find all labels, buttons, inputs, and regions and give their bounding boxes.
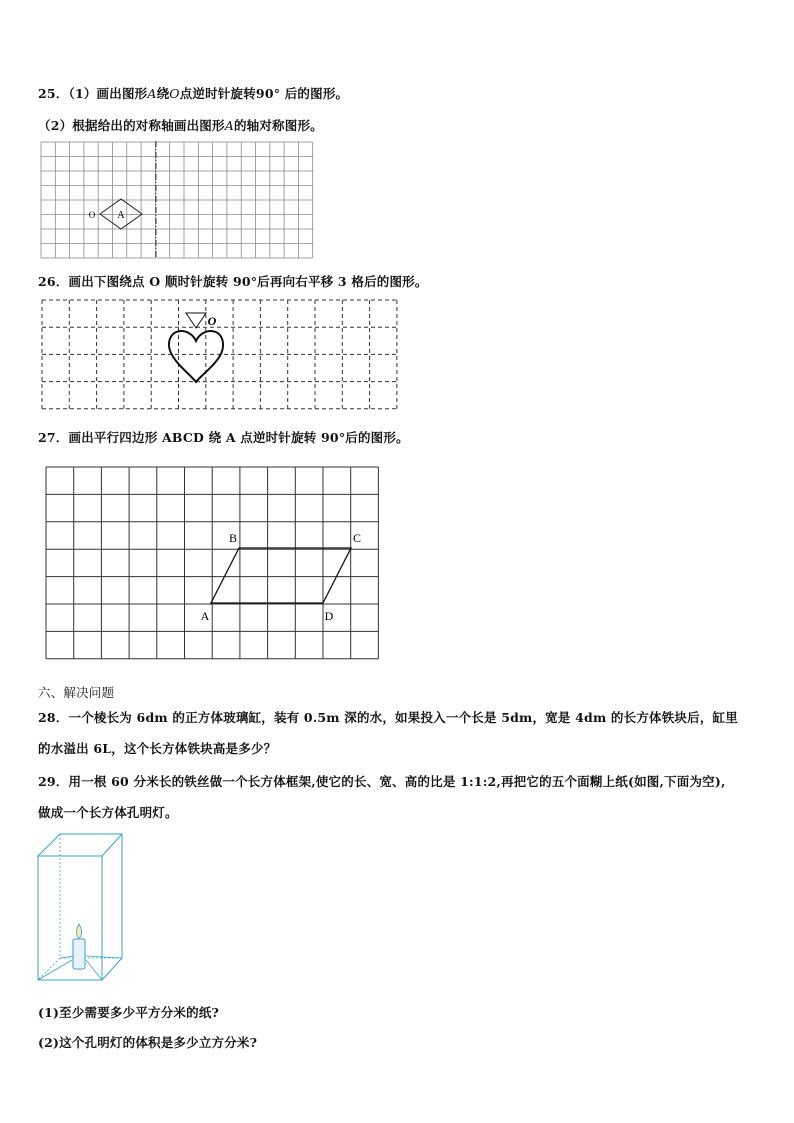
q25-point-label: O [88, 210, 96, 220]
q27-grid-figure [45, 466, 381, 660]
candle-body [73, 939, 85, 969]
q25-var-a: A [147, 86, 157, 101]
candle-flame-icon [76, 924, 81, 938]
q25-grid [41, 142, 313, 258]
q25-grid-figure [40, 141, 314, 259]
q29-lantern-figure [36, 832, 126, 984]
q25-line2 [38, 116, 323, 134]
q26-point-label: O [207, 314, 217, 328]
q27-label-b: B [228, 531, 238, 545]
lantern-support-wire [60, 956, 74, 958]
q26-line: 26．画出下图绕点 O 顺时针旋转 90°后再向右平移 3 格后的图形。 [38, 274, 428, 289]
q25-var-a2: A [224, 118, 234, 133]
q25-line1-suffix: 点逆时针旋转90° 后的图形。 [179, 86, 349, 101]
q28-line1: 28．一个棱长为 6dm 的正方体玻璃缸，装有 0.5m 深的水，如果投入一个长是 5dm，宽是 4dm 的长方体铁块后，缸里 [38, 710, 738, 725]
q25-line1 [38, 84, 348, 102]
q27-label-d: D [324, 609, 334, 623]
q26-dashed-grid [42, 300, 397, 409]
q26-grid-figure [40, 298, 404, 412]
section-6-title: 六、解决问题 [38, 685, 115, 700]
q25-line2-suffix: 的轴对称图形。 [233, 118, 323, 133]
q27-label-c: C [352, 531, 362, 545]
q25-var-o: O [169, 86, 180, 101]
lantern-support-wire [38, 960, 72, 980]
q27-label-a: A [200, 609, 210, 623]
lantern-support-wire [86, 960, 102, 980]
q27-parallelogram [211, 548, 351, 603]
q25-line1-prefix: 25．（1）画出图形 [38, 86, 148, 101]
q25-line1-mid: 绕 [156, 86, 170, 101]
q25-shape-label: A [117, 210, 125, 221]
q25-line2-prefix: （2）根据给出的对称轴画出图形 [38, 118, 225, 133]
q29-line1: 29．用一根 60 分米长的铁丝做一个长方体框架,使它的长、宽、高的比是 1:1:2,再把它的五个面糊上纸(如图,下面为空), [38, 774, 726, 789]
q27-line: 27．画出平行四边形 ABCD 绕 A 点逆时针旋转 90°后的图形。 [38, 430, 409, 445]
q29-sub1: (1)至少需要多少平方分米的纸? [38, 1005, 220, 1020]
q29-line2: 做成一个长方体孔明灯。 [38, 805, 178, 820]
q29-sub2: (2)这个孔明灯的体积是多少立方分米? [38, 1035, 258, 1050]
q26-heart [169, 331, 223, 382]
q27-grid [46, 467, 378, 659]
q26-triangle [186, 313, 206, 328]
lantern-top-face [38, 834, 122, 856]
lantern-bottom-right-edge [102, 958, 122, 980]
q28-line2: 的水溢出 6L，这个长方体铁块高是多少？ [38, 741, 277, 756]
